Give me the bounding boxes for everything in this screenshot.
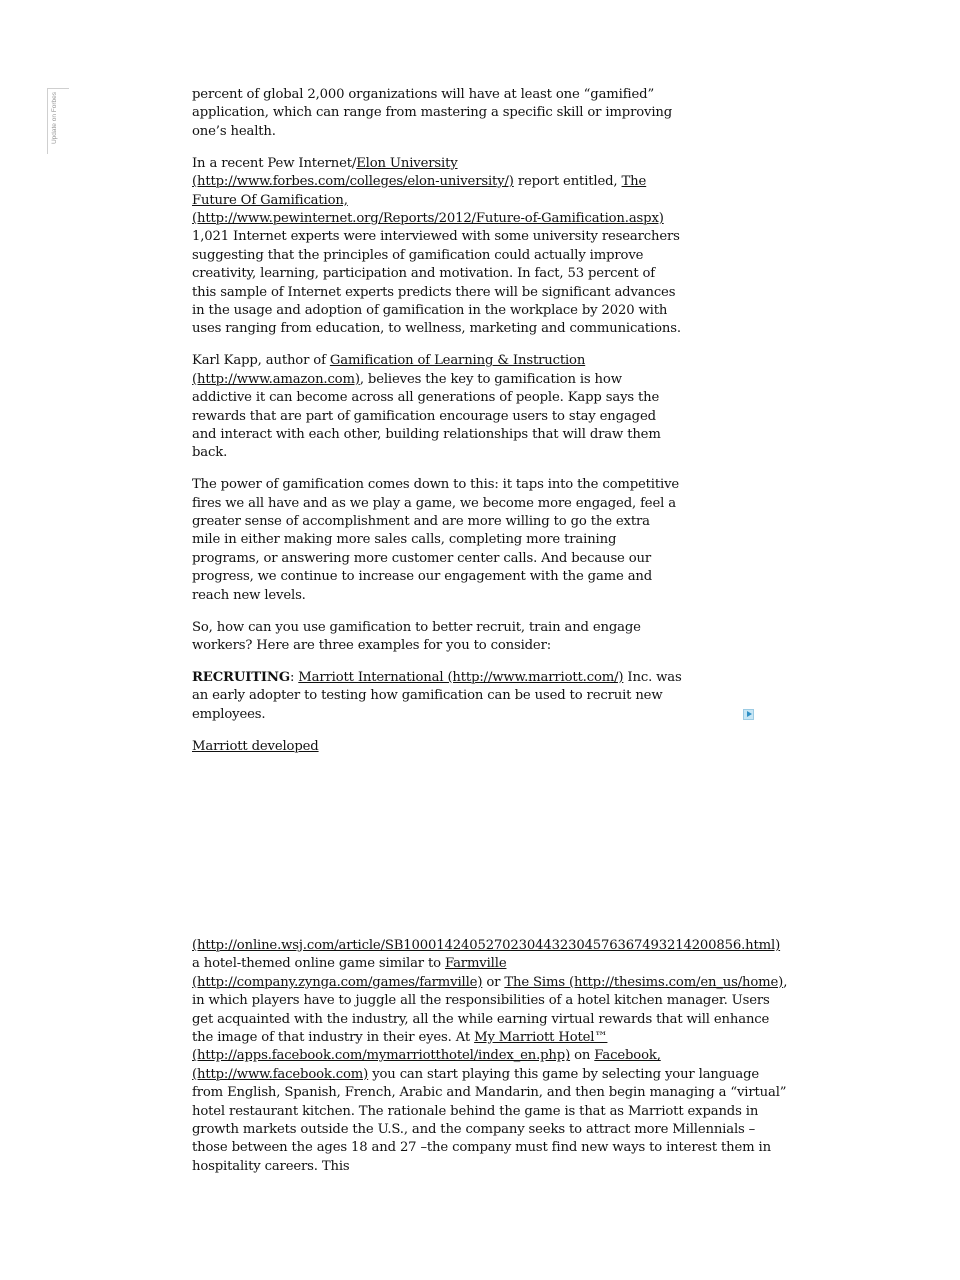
paragraph-marriott-developed <box>192 738 682 756</box>
link-gamification-book[interactable]: Gamification of Learning & Instruction (http://www.amazon.com) <box>192 353 586 387</box>
text-segment: you can start playing this game by selecting your language from English, Spanish, French, Arabic and Mandarin, and then begin managing a “virtual” hotel restaurant kitchen. The rationale behind the game is that as Marriott expands in growth markets outside the U.S., and the company seeks to attract more Millennials – those between the ages 18 and 27 –the company must find new ways to interest them in hospitality careers. This <box>192 1066 787 1174</box>
link-elon-university[interactable]: Elon University (http://www.forbes.com/colleges/elon-university/) <box>192 155 514 190</box>
link-marriott-developed[interactable]: Marriott developed <box>192 738 319 754</box>
article-body-bottom <box>192 937 792 1176</box>
recruiting-heading: RECRUITING <box>192 669 290 685</box>
paragraph-kapp <box>192 352 682 462</box>
text-segment: : <box>289 669 299 685</box>
link-future-of-gamification[interactable]: The Future Of Gamification, (http://www.pewinternet.org/Reports/2012/Future-of-Gamification.aspx) <box>192 174 664 226</box>
link-my-marriott-hotel[interactable]: My Marriott Hotel™ (http://apps.facebook.com/mymarriotthotel/index_en.php) <box>192 1030 608 1064</box>
text-segment: on <box>570 1048 595 1064</box>
text-segment: Karl Kapp, author of <box>192 353 330 369</box>
update-on-forbes-tab[interactable] <box>47 88 69 154</box>
link-the-sims[interactable]: The Sims (http://thesims.com/en_us/home) <box>504 974 784 990</box>
text-segment: , believes the key to gamification is how addictive it can become across all generations of people. Kapp says the rewards that are part of gamification encourage users to stay engaged and interact with each other, building relationships that will draw them back. <box>192 371 661 461</box>
link-facebook[interactable]: Facebook, (http://www.facebook.com) <box>192 1048 661 1082</box>
text-segment: report entitled, <box>513 174 622 190</box>
text-segment: In a recent Pew Internet/ <box>192 155 357 171</box>
paragraph-gartner: percent of global 2,000 organizations will have at least one “gamified” application, which can range from mastering a specific skill or improving one’s health. <box>192 87 673 139</box>
link-marriott-international[interactable]: Marriott International (http://www.marriott.com/) <box>298 669 624 685</box>
paragraph-marriott-game <box>192 937 792 1176</box>
article-body-top <box>192 86 682 770</box>
text-segment: 1,021 Internet experts were interviewed with some university researchers suggesting that the principles of gamification could actually improve creativity, learning, participation and motivation. In fact, 53 percent of this sample of Internet experts predicts there will be significant advances in the usage and adoption of gamification in the workplace by 2020 with uses ranging from education, to wellness, marketing and communications. <box>192 229 681 337</box>
text-segment: or <box>482 974 505 990</box>
paragraph-examples-intro: So, how can you use gamification to better recruit, train and engage workers? Here are three examples for you to consider: <box>192 619 641 653</box>
link-farmville[interactable]: Farmville (http://company.zynga.com/games/farmville) <box>192 956 507 990</box>
paragraph-recruiting <box>192 669 682 724</box>
adchoices-icon[interactable] <box>743 709 754 720</box>
paragraph-power: The power of gamification comes down to this: it taps into the competitive fires we all have and as we play a game, we become more engaged, feel a greater sense of accomplishment and are more willing to go the extra mile in either making more sales calls, completing more training programs, or answering more customer center calls. And because our progress, we continue to increase our engagement with the game and reach new levels. <box>192 477 680 603</box>
link-wsj-article[interactable]: (http://online.wsj.com/article/SB10001424052702304432304576367493214200856.html) <box>192 938 781 953</box>
text-segment: a hotel-themed online game similar to <box>192 956 445 972</box>
text-segment: , in which players have to juggle all the responsibilities of a hotel kitchen manager. Users get acquainted with the industry, all the while earning virtual rewards that will enhance the image of that industry in their eyes. At <box>192 974 788 1046</box>
paragraph-pew <box>192 155 682 339</box>
update-on-forbes-label: Update on Forbes <box>51 92 58 145</box>
text-segment: Inc. was an early adopter to testing how gamification can be used to recruit new employees. <box>192 669 682 722</box>
